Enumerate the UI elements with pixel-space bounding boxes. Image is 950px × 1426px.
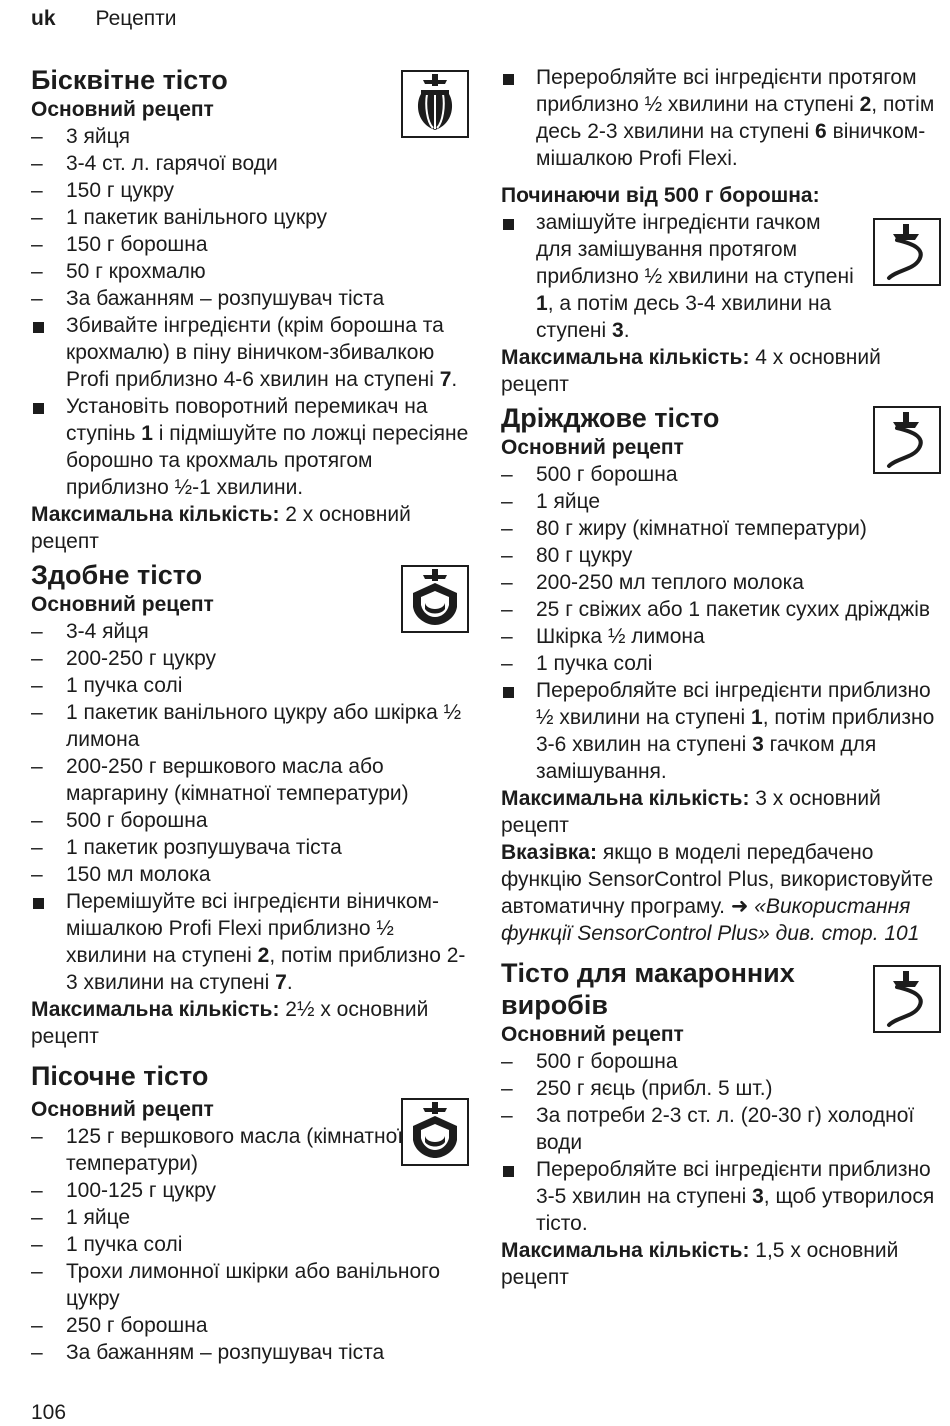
- dough-hook-icon: [873, 965, 941, 1033]
- from-500g-heading: Починаючи від 500 г борошна:: [501, 184, 820, 207]
- list-item: – 200-250 мл теплого молока: [501, 571, 804, 594]
- list-item: – 50 г крохмалю: [31, 260, 206, 283]
- recipe-title: Бісквітне тісто: [31, 65, 228, 95]
- list-item: – 3-4 яйця: [31, 620, 149, 643]
- list-item: – За бажанням – розпушувач тіста: [31, 1341, 385, 1364]
- instruction-step: Установіть поворотний перемикач на ступінь 1 і підмішуйте по ложці пересіяне борошно та крохмаль протягом приблизно ½-1 хвилини.: [66, 395, 469, 499]
- list-item: – За потреби 2-3 ст. л. (20-30 г) холодної води: [501, 1104, 915, 1154]
- page-header: [31, 6, 176, 32]
- recipe-short: [31, 1060, 471, 1366]
- recipe-title: Тісто для макаронних виробів: [501, 958, 795, 1020]
- list-item: – 500 г борошна: [31, 809, 208, 832]
- list-item: – 250 г борошна: [31, 1314, 208, 1337]
- recipe-yeast: [501, 402, 941, 947]
- list-item: – 1 яйце: [31, 1206, 131, 1229]
- recipe-sponge: [31, 64, 471, 555]
- ingredient-list: [501, 461, 941, 677]
- section-title: Рецепти: [95, 7, 177, 30]
- list-item: – 200-250 г цукру: [31, 647, 217, 670]
- recipe-short-continued: [501, 64, 941, 398]
- instruction-step: Переробляйте всі інгредієнти приблизно ½ хвилини на ступені 1, потім приблизно 3-6 хвилин на ступені 3 гачком для замішування.: [536, 679, 935, 783]
- list-item: – Шкірка ½ лимона: [501, 625, 705, 648]
- list-item: – 80 г жиру (кімнатної температури): [501, 517, 867, 540]
- list-item: – 1 пучка солі: [31, 1233, 183, 1256]
- list-item: – 200-250 г вершкового масла або маргарину (кімнатної температури): [31, 755, 409, 805]
- recipe-subtitle: Основний рецепт: [501, 436, 684, 459]
- instruction-step: Переробляйте всі інгредієнти приблизно 3-5 хвилин на ступені 3, щоб утворилося тісто.: [536, 1158, 935, 1235]
- recipe-subtitle: Основний рецепт: [31, 98, 214, 121]
- list-item: – 150 мл молока: [31, 863, 211, 886]
- list-item: – 3-4 ст. л. гарячої води: [31, 152, 278, 175]
- recipe-pasta: [501, 957, 941, 1291]
- arrow-icon: ➜: [730, 895, 749, 918]
- list-item: – 100-125 г цукру: [31, 1179, 217, 1202]
- list-item: – 25 г свіжих або 1 пакетик сухих дріжджів: [501, 598, 931, 621]
- list-item: – 3 яйця: [31, 125, 131, 148]
- list-item: – 1 пакетик ванільного цукру або шкірка ½ лимона: [31, 701, 462, 751]
- recipe-subtitle: Основний рецепт: [31, 1098, 214, 1121]
- recipe-subtitle: Основний рецепт: [501, 1023, 684, 1046]
- right-column: [501, 64, 941, 1291]
- max-quantity: Максимальна кількість: 4 х основний рецепт: [501, 346, 881, 396]
- list-item: – 1 пакетик ванільного цукру: [31, 206, 328, 229]
- list-item: – 80 г цукру: [501, 544, 633, 567]
- list-item: – 150 г цукру: [31, 179, 175, 202]
- list-item: – 1 пучка солі: [501, 652, 653, 675]
- instruction-step: замішуйте інгредієнти гачком для замішування протягом приблизно ½ хвилини на ступені 1, а потім десь 3-4 хвилини на ступені 3.: [536, 211, 854, 342]
- instruction-step: Перемішуйте всі інгредієнти віничком-мішалкою Profi Flexi приблизно ½ хвилини на ступені 2, потім приблизно 2-3 хвилини на ступені 7.: [66, 890, 466, 994]
- max-quantity: Максимальна кількість: 3 х основний рецепт: [501, 787, 881, 837]
- ingredient-list: [31, 618, 471, 888]
- instruction-step: Переробляйте всі інгредієнти протягом приблизно ½ хвилини на ступені 2, потім десь 2-3 хвилини на ступені 6 віничком-мішалкою Profi Flexi.: [536, 66, 935, 170]
- ingredient-list: [501, 1048, 941, 1156]
- recipe-title: Дріжджове тісто: [501, 403, 720, 433]
- instruction-step: Збивайте інгредієнти (крім борошна та крохмалю) в піну віничком-збивалкою Profi приблизно 4-6 хвилин на ступені 7.: [66, 314, 458, 391]
- language-code: uk: [31, 7, 56, 30]
- ingredient-list: [31, 123, 471, 312]
- max-quantity: Максимальна кількість: 2 х основний рецепт: [31, 503, 411, 553]
- list-item: – Трохи лимонної шкірки або ванільного цукру: [31, 1260, 441, 1310]
- note: Вказівка: якщо в моделі передбачено функцію SensorControl Plus, використовуйте автоматичну програму. ➜ «Використання функції SensorControl Plus» див. стор. 101: [501, 841, 934, 945]
- left-column: [31, 64, 471, 1366]
- list-item: – 150 г борошна: [31, 233, 208, 256]
- list-item: – За бажанням – розпушувач тіста: [31, 287, 385, 310]
- recipe-rich: [31, 559, 471, 1050]
- list-item: – 250 г яєць (прибл. 5 шт.): [501, 1077, 773, 1100]
- recipe-subtitle: Основний рецепт: [31, 593, 214, 616]
- max-quantity: Максимальна кількість: 1,5 х основний рецепт: [501, 1239, 899, 1289]
- list-item: – 500 г борошна: [501, 1050, 678, 1073]
- max-quantity: Максимальна кількість: 2½ х основний рецепт: [31, 998, 429, 1048]
- list-item: – 1 пучка солі: [31, 674, 183, 697]
- cross-reference-link[interactable]: «Використання функції SensorControl Plus» див. стор. 101: [501, 895, 920, 945]
- list-item: – 500 г борошна: [501, 463, 678, 486]
- ingredient-list: [31, 1123, 471, 1366]
- recipe-title: Здобне тісто: [31, 560, 203, 590]
- list-item: – 125 г вершкового масла (кімнатної температури): [31, 1125, 404, 1175]
- list-item: – 1 яйце: [501, 490, 601, 513]
- recipe-title: Пісочне тісто: [31, 1061, 209, 1091]
- page-number: 106: [31, 1401, 67, 1424]
- list-item: – 1 пакетик розпушувача тіста: [31, 836, 342, 859]
